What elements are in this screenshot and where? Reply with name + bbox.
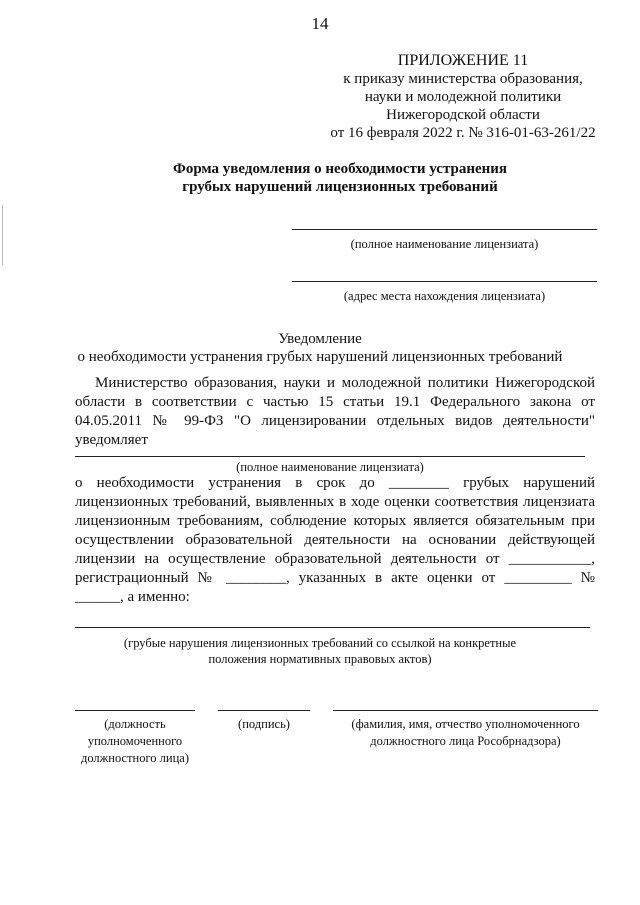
appendix-title: ПРИЛОЖЕНИЕ 11 — [397, 52, 529, 69]
violations-line — [75, 627, 590, 628]
paragraph-line: лицензионным требованиям, соблюдение которых является обязательным при — [75, 513, 595, 529]
paragraph-line: области в соответствии с частью 15 статьи 19.1 Федерального закона от — [75, 394, 595, 410]
position-signature-line — [75, 710, 195, 711]
main-paragraph — [75, 474, 595, 607]
appendix-header — [318, 52, 608, 142]
page-number: 14 — [311, 14, 329, 33]
paragraph-line: Министерство образования, науки и молодежной политики Нижегородской — [95, 375, 595, 391]
position-caption-line: уполномоченного — [87, 734, 183, 748]
name-caption-line: должностного лица Рособрнадзора) — [370, 734, 561, 748]
position-caption — [60, 716, 210, 767]
form-title-line: грубых нарушений лицензионных требований — [182, 179, 498, 195]
appendix-line: к приказу министерства образования, — [343, 71, 583, 87]
paragraph-line: регистрационный № ________, указанных в акте оценки от _________ № — [75, 570, 595, 586]
appendix-line: от 16 февраля 2022 г. № 316-01-63-261/22 — [330, 125, 596, 141]
name-caption-line: (фамилия, имя, отчество уполномоченного — [351, 717, 580, 731]
position-caption-line: (должность — [104, 717, 166, 731]
licensee-name-line — [292, 229, 597, 230]
notice-heading — [0, 330, 640, 366]
paragraph-line: ______, а именно: — [75, 589, 190, 605]
paragraph-line: о необходимости устранения в срок до ________ грубых нарушений — [75, 475, 595, 491]
violations-caption-line: (грубые нарушения лицензионных требований со ссылкой на конкретные — [123, 636, 517, 650]
notice-subtitle: о необходимости устранения грубых нарушений лицензионных требований — [77, 349, 563, 365]
position-caption-line: должностного лица) — [80, 751, 190, 765]
scan-edge-mark — [2, 205, 3, 265]
licensee-address-caption: (адрес места нахождения лицензиата) — [343, 289, 546, 303]
intro-paragraph — [75, 374, 595, 450]
appendix-line: науки и молодежной политики — [364, 89, 562, 105]
notice-title: Уведомление — [278, 331, 362, 347]
sign-signature-line — [218, 710, 310, 711]
paragraph-line: осуществлении образовательной деятельности на основании действующей — [75, 532, 595, 548]
licensee-address-line — [292, 281, 597, 282]
licensee-name-inline-line — [75, 456, 585, 457]
paragraph-line: лицензии на осуществление образовательной деятельности от ___________, — [75, 551, 595, 567]
paragraph-line: 04.05.2011 № 99-ФЗ "О лицензировании отдельных видов деятельности" — [75, 413, 595, 429]
name-caption — [333, 716, 598, 750]
violations-caption-line: положения нормативных правовых актов) — [208, 652, 432, 666]
form-title-line: Форма уведомления о необходимости устранения — [172, 161, 508, 177]
paragraph-line: лицензионных требований, выявленных в ходе оценки соответствия лицензиата — [75, 494, 595, 510]
form-title — [90, 160, 590, 196]
licensee-name-inline-caption: (полное наименование лицензиата) — [236, 460, 424, 474]
sign-caption: (подпись) — [238, 717, 290, 731]
name-signature-line — [333, 710, 598, 711]
licensee-name-caption: (полное наименование лицензиата) — [350, 237, 539, 251]
appendix-line: Нижегородской области — [386, 107, 540, 123]
violations-caption — [75, 635, 565, 667]
paragraph-line: уведомляет — [75, 432, 148, 448]
